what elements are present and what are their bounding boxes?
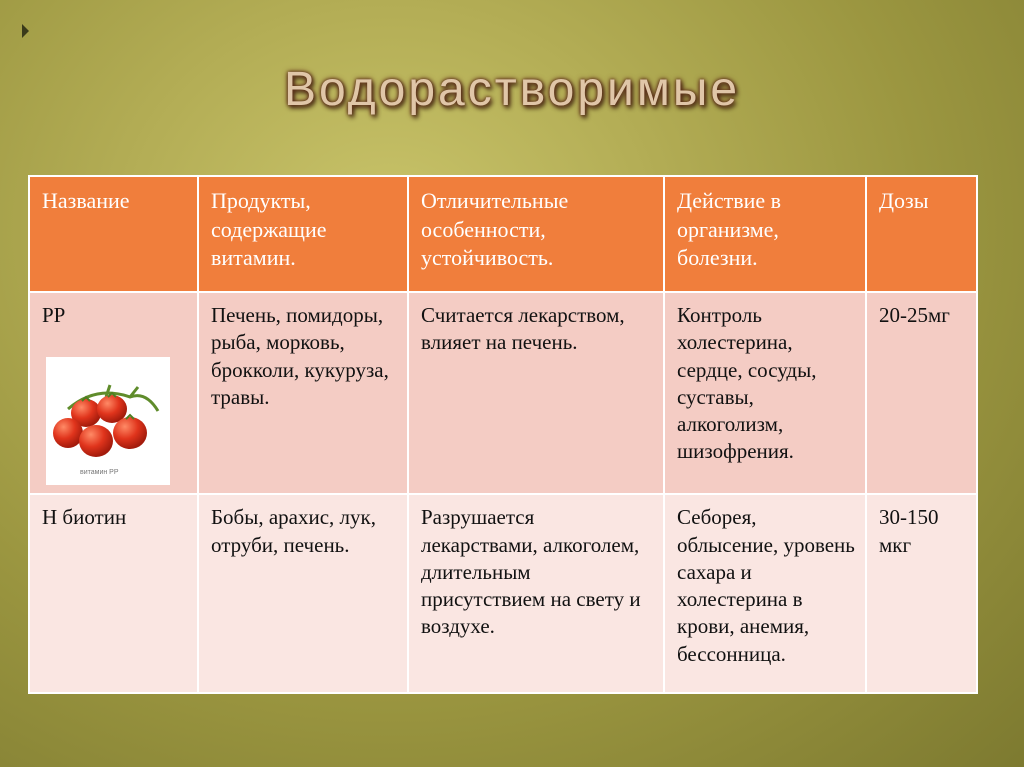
header-name: Название — [29, 176, 198, 292]
table-cell-features: Считается лекарством, влияет на печень. — [408, 292, 664, 494]
table-cell-name: H биотин — [29, 494, 198, 693]
table-row — [29, 292, 977, 494]
corner-arrow-icon — [22, 24, 29, 38]
header-products: Продукты, содержащие витамин. — [198, 176, 408, 292]
table-cell-doses: 30-150 мкг — [866, 494, 977, 693]
table-cell-products: Печень, помидоры, рыба, морковь, брокколи, кукуруза, травы. — [198, 292, 408, 494]
table-cell-features: Разрушается лекарствами, алкоголем, длительным присутствием на свету и воздухе. — [408, 494, 664, 693]
image-caption: витамин PP — [80, 469, 119, 477]
table-cell-name — [29, 292, 198, 494]
table-row — [29, 494, 977, 693]
tomatoes-image — [46, 357, 170, 485]
tomatoes-icon — [46, 357, 170, 485]
table-cell-doses: 20-25мг — [866, 292, 977, 494]
table-header-row — [29, 176, 977, 292]
slide-title: Водорастворимые — [283, 63, 741, 116]
header-doses: Дозы — [866, 176, 977, 292]
table-cell-effects: Себорея, облысение, уровень сахара и холестерина в крови, анемия, бессонница. — [664, 494, 866, 693]
vitamins-table — [28, 175, 978, 694]
header-features: Отличительные особенности, устойчивость. — [408, 176, 664, 292]
vitamin-name: PP — [42, 303, 66, 327]
table-cell-effects: Контроль холестерина, сердце, сосуды, суставы, алкоголизм, шизофрения. — [664, 292, 866, 494]
header-effects: Действие в организме, болезни. — [664, 176, 866, 292]
table-cell-products: Бобы, арахис, лук, отруби, печень. — [198, 494, 408, 693]
